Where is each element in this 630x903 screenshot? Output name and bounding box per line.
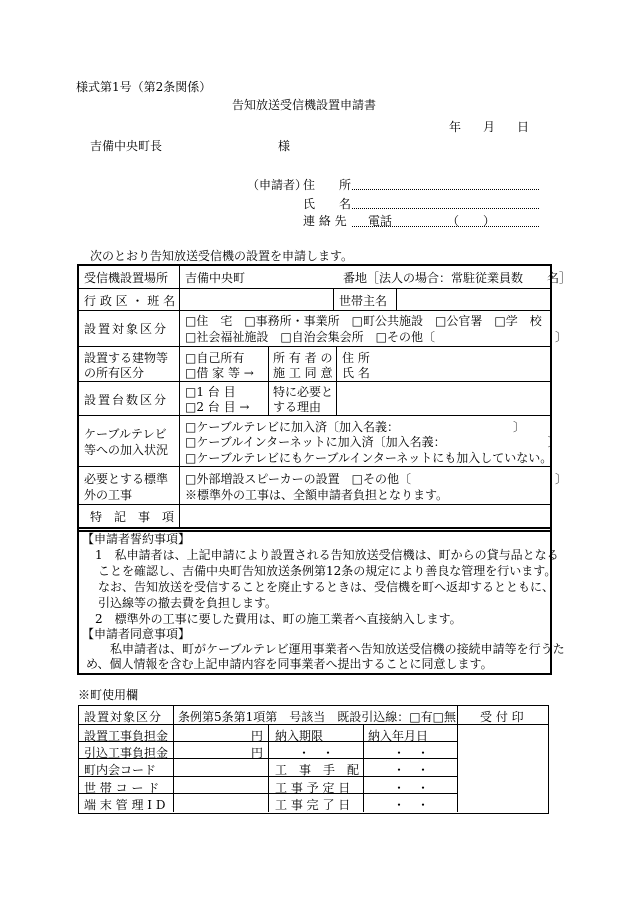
tu-planned-dots: ・ ・ [393,781,430,795]
form-number: 様式第1号（第2条関係） [76,80,212,94]
tu-done-dots: ・ ・ [393,798,430,812]
tu-lead-cost: 引込工事負担金 [84,746,169,760]
address-field[interactable] [352,189,539,190]
ownership-label-2: の所有区分 [84,366,145,380]
applicant-phone-label: 電話 [368,214,393,228]
reason-1: 特に必要と [273,385,334,399]
cable-label-1: ケーブルテレビ [84,427,167,441]
tu-target-value[interactable]: 条例第5条第1項第 号該当 既設引込線：□有□無 [178,710,456,724]
count-label: 設置台数区分 [84,393,169,407]
town-use-heading: ※町使用欄 [78,688,139,702]
household-head-label: 世帯主名 [339,294,388,308]
pledge-item1-line1: 1 私申請者は、上記申請により設置される告知放送受信機は、町からの貸与品となる [95,548,559,562]
tu-yen-2: 円 [251,746,264,760]
name-field[interactable] [352,208,539,209]
pledge-item2: 2 標準外の工事に要した費用は、町の施工業者へ直接納入します。 [95,612,462,626]
work-opt-2: ※標準外の工事は、全額申請者負担となります。 [185,488,449,502]
tu-paid-date: 納入年月日 [368,729,429,743]
location-label: 受信機設置場所 [84,271,169,285]
date-month: 月 [483,120,496,134]
tu-town-code: 町内会コード [84,763,157,777]
work-label-2: 外の工事 [84,488,133,502]
cable-opt-3[interactable]: □ケーブルテレビにもケーブルインターネットにも加入していない。 [185,451,553,465]
tu-household-code: 世 帯 コ ー ド [84,781,160,795]
applicant-address-label: 住 所 [303,178,352,192]
intro-text: 次のとおり告知放送受信機の設置を申請します。 [90,249,354,263]
date-year: 年 [449,120,462,134]
location-value[interactable]: 吉備中央町 [185,271,246,285]
pledge-heading: 【申請者誓約事項】 [82,532,191,546]
date-day: 日 [517,120,530,134]
target-options-2[interactable]: □社会福祉施設 □自治会集会所 □その他〔 〕 [185,330,568,344]
addressee-honorific: 様 [278,139,291,153]
owner-address[interactable]: 住 所 [342,351,370,365]
tu-work-arrange: 工 事 手 配 [275,763,360,777]
notes-label: 特 記 事 項 [90,510,175,524]
target-options-1[interactable]: □住 宅 □事務所・事業所 □町公共施設 □公官署 □学 校 [185,314,542,328]
work-opt-1[interactable]: □外部増設スピーカーの設置 □その他〔 〕 [185,472,567,486]
addressee-name: 吉備中央町長 [90,139,163,153]
tu-work-done: 工 事 完 了 日 [275,798,351,812]
cable-opt-2[interactable]: □ケーブルインターネットに加入済〔加入名義： 〕 [185,435,560,449]
tu-arrange-dots: ・ ・ [393,763,430,777]
tu-target-label: 設置対象区分 [84,710,163,724]
count-2[interactable]: □2 台 目 → [185,400,250,414]
owner-consent-2: 施 工 同 意 [273,366,333,380]
pledge-item1-line4: 引込線等の撤去費を負担します。 [98,596,278,610]
contact-field[interactable] [352,226,539,227]
pledge-item1-line2: ことを確認し、吉備中央町告知放送条例第12条の規定により善良な管理を行います。 [98,564,557,578]
reason-2: する理由 [273,400,322,414]
work-label-1: 必要とする標準 [84,472,169,486]
applicant-contact-label: 連 絡 先 [303,214,347,228]
tu-deadline: 納入期限 [275,729,324,743]
page-title: 告知放送受信機設置申請書 [232,98,377,112]
rent-option[interactable]: □借 家 等 → [185,366,254,380]
owner-consent-1: 所 有 者 の [273,351,333,365]
target-label: 設置対象区分 [84,322,169,336]
applicant-label: （申請者） [247,178,308,192]
tu-paid-dots: ・ ・ [393,746,430,760]
applicant-name-label: 氏 名 [303,197,352,211]
cable-label-2: 等への加入状況 [84,443,169,457]
own-option[interactable]: □自己所有 [185,351,245,365]
district-label: 行 政 区 ・ 班 名 [84,294,176,308]
tu-terminal-id: 端 末 管 理 I D [84,798,166,812]
ownership-label-1: 設置する建物等 [84,351,169,365]
tu-work-planned: 工 事 予 定 日 [275,781,351,795]
owner-name[interactable]: 氏 名 [342,366,370,380]
consent-line2: め、個人情報を含む上記申請内容を同事業者へ提出することに同意します。 [86,657,493,671]
tu-receipt-label: 受 付 印 [480,710,524,724]
applicant-phone-paren: （ ） [447,214,496,228]
consent-line1: 私申請者は、町がケーブルテレビ運用事業者へ告知放送受信機の接続申請等を行うた [110,642,565,656]
lot-label[interactable]: 番地［法人の場合：常駐従業員数 名］ [343,271,572,285]
tu-install-cost: 設置工事負担金 [84,729,169,743]
cable-opt-1[interactable]: □ケーブルテレビに加入済〔加入名義： 〕 [185,420,526,434]
count-1[interactable]: □1 台 目 [185,385,236,399]
tu-deadline-dots: ・ ・ [298,746,335,760]
tu-yen-1: 円 [251,729,264,743]
pledge-item1-line3: なお、告知放送を受信することを廃止するときは、受信機を町へ返却するとともに、 [98,580,555,594]
consent-heading: 【申請者同意事項】 [82,627,191,641]
